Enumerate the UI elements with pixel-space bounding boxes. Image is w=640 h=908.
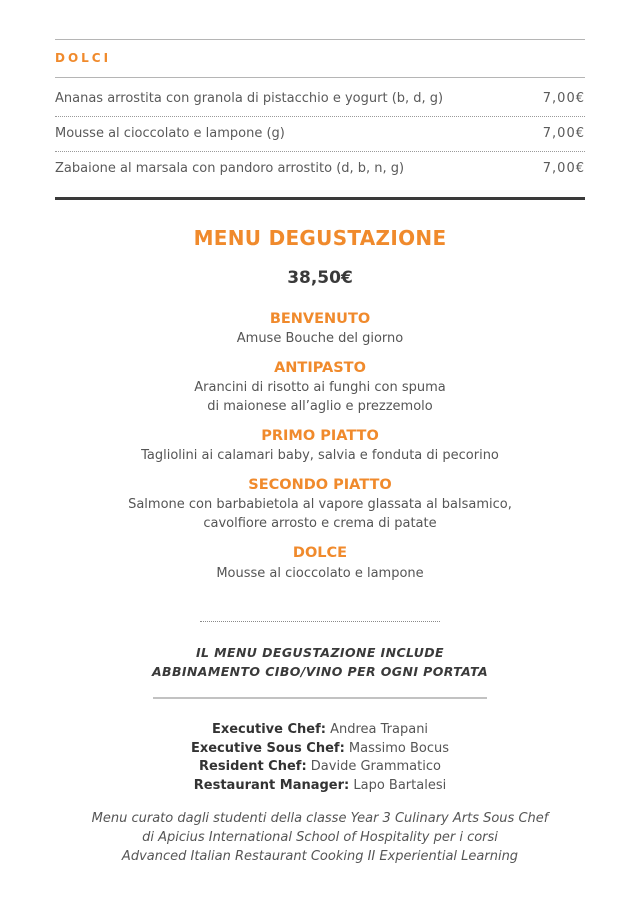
pairing-note — [0, 643, 640, 681]
menu-item-name: Zabaione al marsala con pandoro arrostito (d, b, n, g) — [55, 161, 405, 176]
staff-row — [0, 740, 640, 759]
staff-name: Massimo Bocus — [348, 740, 450, 756]
course-line: Salmone con barbabietola al vapore glassata al balsamico, — [128, 497, 512, 512]
section-title-dolci: DOLCI — [55, 51, 112, 65]
staff-row — [0, 777, 640, 796]
staff-role: Restaurant Manager: — [193, 777, 350, 793]
section-divider — [55, 77, 585, 78]
course-description — [0, 495, 640, 533]
tasting-menu-title: MENU DEGUSTAZIONE — [193, 226, 447, 250]
menu-item-name: Mousse al cioccolato e lampone (g) — [55, 126, 285, 141]
credits-line: di Apicius International School of Hospitality per i corsi — [142, 830, 498, 845]
course-line: Tagliolini ai calamari baby, salvia e fonduta di pecorino — [141, 448, 499, 463]
dotted-separator — [200, 621, 440, 622]
course-title-primo: PRIMO PIATTO — [261, 428, 379, 444]
course-description — [0, 378, 640, 416]
course-line: Amuse Bouche del giorno — [236, 331, 404, 346]
menu-item-name: Ananas arrostita con granola di pistacchio e yogurt (b, d, g) — [55, 91, 444, 106]
staff-list — [0, 721, 640, 795]
credits — [0, 809, 640, 866]
course-title-secondo: SECONDO PIATTO — [248, 477, 392, 493]
staff-row — [0, 721, 640, 740]
staff-role: Executive Chef: — [211, 722, 326, 737]
course-line: Arancini di risotto ai funghi con spuma — [194, 380, 446, 395]
pairing-note-line: ABBINAMENTO CIBO/VINO PER OGNI PORTATA — [151, 664, 489, 679]
credits-line: Menu curato dagli studenti della classe Year 3 Culinary Arts Sous Chef — [91, 811, 549, 826]
staff-name: Davide Grammatico — [310, 759, 441, 774]
course-line: di maionese all’aglio e prezzemolo — [207, 399, 433, 414]
menu-item-price: 7,00€ — [542, 126, 585, 141]
course-title-dolce: DOLCE — [292, 545, 348, 561]
top-divider — [55, 39, 585, 40]
course-description — [0, 446, 640, 465]
course-title-antipasto: ANTIPASTO — [274, 360, 366, 376]
bottom-divider — [153, 697, 487, 699]
course-line: Mousse al cioccolato e lampone — [216, 566, 424, 581]
staff-role: Executive Sous Chef: — [190, 740, 345, 756]
course-title-benvenuto: BENVENUTO — [269, 311, 371, 327]
menu-item — [55, 81, 585, 116]
menu-item-price: 7,00€ — [542, 91, 585, 106]
menu-item-price: 7,00€ — [542, 161, 585, 176]
heavy-divider — [55, 197, 585, 200]
course-description — [0, 329, 640, 348]
course-line: cavolfiore arrosto e crema di patate — [203, 516, 437, 531]
staff-role: Resident Chef: — [199, 759, 307, 774]
credits-line: Advanced Italian Restaurant Cooking II Experiential Learning — [121, 849, 519, 864]
pairing-note-line: IL MENU DEGUSTAZIONE INCLUDE — [196, 645, 444, 660]
course-description — [0, 564, 640, 583]
menu-item — [55, 151, 585, 186]
staff-name: Lapo Bartalesi — [353, 777, 447, 793]
staff-row — [0, 758, 640, 777]
tasting-menu-price: 38,50€ — [287, 268, 353, 288]
staff-name: Andrea Trapani — [330, 722, 429, 737]
menu-item — [55, 116, 585, 151]
